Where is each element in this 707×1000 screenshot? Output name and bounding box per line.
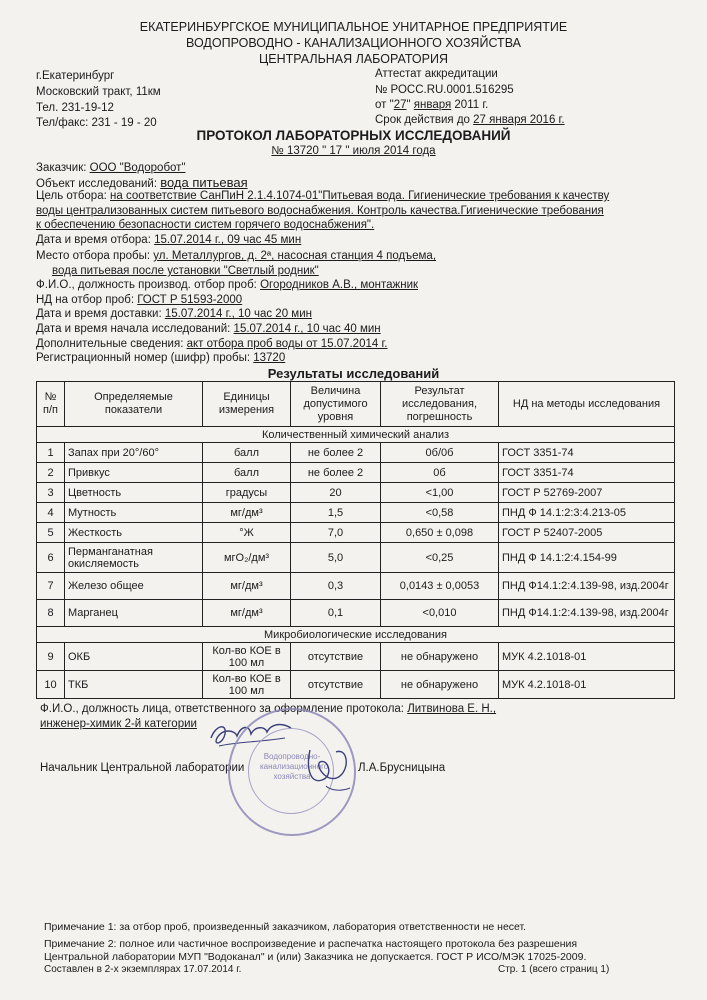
cell-result: 0,650 ± 0,098 <box>381 523 499 543</box>
cell-indicator: Перманганатная окисляемость <box>65 543 203 573</box>
cell-indicator: Цветность <box>65 483 203 503</box>
table-row <box>37 483 675 503</box>
note-2-line1: Примечание 2: полное или частичное воспроизведение и распечатка настоящего протокола без разрешения <box>44 938 578 950</box>
table-row <box>37 573 675 600</box>
cell-method: ГОСТ Р 52769-2007 <box>499 483 675 503</box>
accreditation-label: Аттестат аккредитации <box>375 68 498 80</box>
cell-method: ПНД Ф 14.1:2:4.154-99 <box>499 543 675 573</box>
section-chemical: Количественный химический анализ <box>37 427 675 443</box>
purpose-line2: воды централизованных систем питьевого водоснабжения. Контроль качества.Гигиенические требования <box>36 205 604 217</box>
cell-number: 7 <box>37 573 65 600</box>
table-row <box>37 600 675 627</box>
section-row <box>37 627 675 643</box>
header-limit: Величина допустимого уровня <box>291 382 381 427</box>
cell-number: 1 <box>37 443 65 463</box>
head-label: Начальник Центральной лаборатории <box>40 762 245 774</box>
cell-limit: отсутствие <box>291 671 381 699</box>
cell-result: не обнаружено <box>381 643 499 671</box>
customer-field: Заказчик: ООО "Водоробот" <box>36 162 186 174</box>
cell-limit: 20 <box>291 483 381 503</box>
cell-limit: 0,1 <box>291 600 381 627</box>
cell-limit: не более 2 <box>291 443 381 463</box>
cell-unit: Кол-во КОЕ в 100 мл <box>203 671 291 699</box>
accreditation-date: от "27" января 2011 г. <box>375 99 489 111</box>
start-field: Дата и время начала исследований: 15.07.2014 г., 10 час 40 мин <box>36 323 381 335</box>
accreditation-validity: Срок действия до 27 января 2016 г. <box>375 114 565 126</box>
cell-number: 3 <box>37 483 65 503</box>
cell-unit: мг/дм³ <box>203 573 291 600</box>
cell-result: 0б <box>381 463 499 483</box>
purpose-field: Цель отбора: на соответствие СанПиН 2.1.4.1074-01"Питьевая вода. Гигиенические требования к качеству <box>36 190 610 202</box>
object-field: Объект исследований: вода питьевая <box>36 175 248 190</box>
place-field: Место отбора пробы: ул. Металлургов, д. 2ª, насосная станция 4 подъема, <box>36 250 437 262</box>
cell-result: <0,010 <box>381 600 499 627</box>
cell-limit: 7,0 <box>291 523 381 543</box>
cell-indicator: ОКБ <box>65 643 203 671</box>
table-header-row <box>37 382 675 427</box>
cell-method: ГОСТ 3351-74 <box>499 463 675 483</box>
cell-method: ПНД Ф 14.1:2:3:4.213-05 <box>499 503 675 523</box>
table-row <box>37 643 675 671</box>
cell-indicator: Железо общее <box>65 573 203 600</box>
header-method: НД на методы исследования <box>499 382 675 427</box>
sampling-datetime-field: Дата и время отбора: 15.07.2014 г., 09 час 45 мин <box>36 234 302 246</box>
cell-unit: балл <box>203 443 291 463</box>
extra-field: Дополнительные сведения: акт отбора проб воды от 15.07.2014 г. <box>36 338 388 350</box>
cell-result: <0,58 <box>381 503 499 523</box>
place-line2: вода питьевая после установки "Светлый родник" <box>52 265 319 277</box>
cell-method: ПНД Ф14.1:2:4.139-98, изд.2004г <box>499 573 675 600</box>
signature-head <box>300 740 360 798</box>
registration-field: Регистрационный номер (шифр) пробы: 13720 <box>36 352 286 364</box>
copies-note: Составлен в 2-х экземплярах 17.07.2014 г. <box>44 964 242 975</box>
cell-result: <0,25 <box>381 543 499 573</box>
header-indicator: Определяемые показатели <box>65 382 203 427</box>
cell-indicator: Марганец <box>65 600 203 627</box>
table-row <box>37 463 675 483</box>
nd-sampling-field: НД на отбор проб: ГОСТ Р 51593-2000 <box>36 294 243 306</box>
cell-number: 2 <box>37 463 65 483</box>
header-unit: Единицы измерения <box>203 382 291 427</box>
org-name-line2: ВОДОПРОВОДНО - КАНАЛИЗАЦИОННОГО ХОЗЯЙСТВА <box>186 36 521 50</box>
responsible-position: инженер-химик 2-й категории <box>40 718 197 730</box>
page-number: Стр. 1 (всего страниц 1) <box>498 964 610 975</box>
address: Московский тракт, 11км <box>36 86 161 98</box>
cell-indicator: Жесткость <box>65 523 203 543</box>
table-row <box>37 523 675 543</box>
protocol-number: № 13720 " 17 " июля 2014 года <box>271 145 436 157</box>
cell-unit: °Ж <box>203 523 291 543</box>
cell-limit: 1,5 <box>291 503 381 523</box>
cell-number: 4 <box>37 503 65 523</box>
cell-number: 6 <box>37 543 65 573</box>
cell-result: <1,00 <box>381 483 499 503</box>
cell-indicator: Запах при 20°/60° <box>65 443 203 463</box>
delivery-field: Дата и время доставки: 15.07.2014 г., 10 час 20 мин <box>36 308 312 320</box>
results-title: Результаты исследований <box>267 366 440 381</box>
cell-unit: мг/дм³ <box>203 503 291 523</box>
cell-indicator: Мутность <box>65 503 203 523</box>
cell-method: ГОСТ Р 52407-2005 <box>499 523 675 543</box>
cell-limit: отсутствие <box>291 643 381 671</box>
protocol-title: ПРОТОКОЛ ЛАБОРАТОРНЫХ ИССЛЕДОВАНИЙ <box>196 128 511 143</box>
results-table <box>36 381 675 699</box>
purpose-line3: к обеспечению безопасности систем горячего водоснабжения". <box>36 219 375 231</box>
cell-unit: мг/дм³ <box>203 600 291 627</box>
org-name-line1: ЕКАТЕРИНБУРГСКОЕ МУНИЦИПАЛЬНОЕ УНИТАРНОЕ ПРЕДПРИЯТИЕ <box>139 20 568 34</box>
cell-number: 10 <box>37 671 65 699</box>
phone: Тел. 231-19-12 <box>36 102 114 114</box>
table-row <box>37 443 675 463</box>
cell-indicator: ТКБ <box>65 671 203 699</box>
cell-unit: градусы <box>203 483 291 503</box>
table-row <box>37 671 675 699</box>
cell-method: МУК 4.2.1018-01 <box>499 643 675 671</box>
cell-result: не обнаружено <box>381 671 499 699</box>
cell-indicator: Привкус <box>65 463 203 483</box>
cell-limit: 5,0 <box>291 543 381 573</box>
responsible-field: Ф.И.О., должность лица, ответственного за оформление протокола: Литвинова Е. Н., <box>40 703 497 715</box>
cell-unit: балл <box>203 463 291 483</box>
cell-number: 5 <box>37 523 65 543</box>
cell-method: МУК 4.2.1018-01 <box>499 671 675 699</box>
accreditation-number: № РОСС.RU.0001.516295 <box>375 84 514 96</box>
cell-number: 9 <box>37 643 65 671</box>
city: г.Екатеринбург <box>36 70 115 82</box>
cell-unit: мгО₂/дм³ <box>203 543 291 573</box>
cell-limit: 0,3 <box>291 573 381 600</box>
org-name-line3: ЦЕНТРАЛЬНАЯ ЛАБОРАТОРИЯ <box>259 52 448 66</box>
section-row <box>37 427 675 443</box>
fax: Тел/факс: 231 - 19 - 20 <box>36 117 157 129</box>
cell-result: 0,0143 ± 0,0053 <box>381 573 499 600</box>
table-row <box>37 503 675 523</box>
cell-method: ПНД Ф14.1:2:4.139-98, изд.2004г <box>499 600 675 627</box>
cell-result: 0б/0б <box>381 443 499 463</box>
sampler-field: Ф.И.О., должность производ. отбор проб: Огородников А.В., монтажник <box>36 279 419 291</box>
header-number: № п/п <box>37 382 65 427</box>
cell-method: ГОСТ 3351-74 <box>499 443 675 463</box>
cell-number: 8 <box>37 600 65 627</box>
cell-limit: не более 2 <box>291 463 381 483</box>
seal-text: Водопроводно-канализационного хозяйства <box>260 752 329 781</box>
header-result: Результат исследования, погрешность <box>381 382 499 427</box>
section-micro: Микробиологические исследования <box>37 627 675 643</box>
table-row <box>37 543 675 573</box>
note-2-line2: Центральной лаборатории МУП "Водоканал" и (или) Заказчика не допускается. ГОСТ Р ИСО/МЭК 17025-2009. <box>44 951 587 963</box>
cell-unit: Кол-во КОЕ в 100 мл <box>203 643 291 671</box>
head-name: Л.А.Брусницына <box>358 762 446 774</box>
note-1: Примечание 1: за отбор проб, произведенный заказчиком, лаборатория ответственности не несет. <box>44 921 527 933</box>
